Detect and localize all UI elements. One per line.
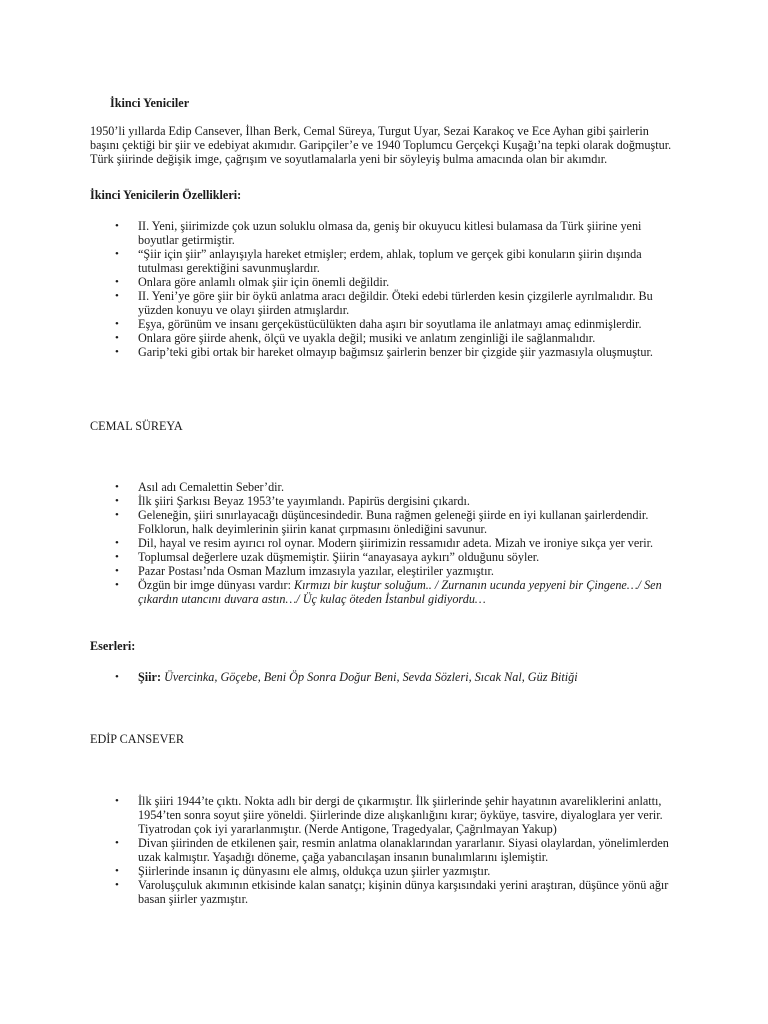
list-item: • Şiirlerinde insanın iç dünyasını ele almış, oldukça uzun şiirler yazmıştır. — [115, 864, 491, 878]
bullet-icon: • — [115, 332, 119, 344]
list-item: • Özgün bir imge dünyası vardır: Kırmızı bir kuştur soluğum.. / Zurnanın ucunda yepyeni bir Çingene…/ Sen çıkardın utancını duvara astın…/ Üç kulaç öteden İstanbul gidiyordu… — [115, 578, 662, 606]
bullet-icon: • — [115, 879, 119, 891]
bullet-icon: • — [115, 346, 119, 358]
list-item: • II. Yeni, şiirimizde çok uzun soluklu olmasa da, geniş bir okuyucu kitlesi bulamasa da Türk şiirine yeni boyutlar getirmiştir. — [115, 219, 642, 247]
list-item: • Garip’teki gibi ortak bir hareket olmayıp bağımsız şairlerin benzer bir çizgide şiir yazmasıyla oluşmuştur. — [115, 345, 653, 359]
edip-cansever-heading: EDİP CANSEVER — [90, 732, 185, 746]
list-item: • II. Yeni’ye göre şiir bir öykü anlatma aracı değildir. Öteki edebi türlerden kesin çizgilerle ayrılmalıdır. Bu yüzden konuyu ve olayı şiirden atmışlardır. — [115, 289, 653, 317]
bullet-icon: • — [115, 509, 119, 521]
bullet-icon: • — [115, 837, 119, 849]
bullet-icon: • — [115, 248, 119, 260]
works-heading: Eserleri: — [90, 639, 136, 653]
bullet-icon: • — [115, 795, 119, 807]
bullet-icon: • — [115, 671, 119, 683]
list-item: • Asıl adı Cemalettin Seber’dir. — [115, 480, 284, 494]
bullet-icon: • — [115, 481, 119, 493]
edip-cansever-list — [90, 794, 680, 906]
bullet-icon: • — [115, 495, 119, 507]
list-item: • Toplumsal değerlere uzak düşmemiştir. Şiirin “anayasaya aykırı” olduğunu söyler. — [115, 550, 540, 564]
page-title: İkinci Yeniciler — [110, 96, 190, 110]
cemal-sureya-list — [90, 480, 680, 606]
list-item: • Pazar Postası’nda Osman Mazlum imzasıyla yazılar, eleştiriler yazmıştır. — [115, 564, 494, 578]
list-item: • Dil, hayal ve resim ayırıcı rol oynar. Modern şiirimizin ressamıdır adeta. Mizah ve ironiye sıkça yer verir. — [115, 536, 654, 550]
list-item: • Onlara göre anlamlı olmak şiir için önemli değildir. — [115, 275, 390, 289]
bullet-icon: • — [115, 290, 119, 302]
list-item: • Geleneğin, şiiri sınırlayacağı düşüncesindedir. Buna rağmen geleneği şiirde en iyi kullanan şairlerdendir. Folklorun, halk deyimlerinin şiirin kanat çırpmasını önlediğini savunur. — [115, 508, 649, 536]
list-item: • Divan şiirinden de etkilenen şair, resmin anlatma olanaklarından yararlanır. Siyasi olaylardan, yönelimlerden uzak kalmıştır. Yaşadığı döneme, çağa yabancılaşan insanın bunalımlarını işlemiştir. — [115, 836, 669, 864]
features-heading: İkinci Yenicilerin Özellikleri: — [90, 188, 242, 202]
list-item — [90, 670, 680, 684]
bullet-icon: • — [115, 579, 119, 591]
list-item: • “Şiir için şiir” anlayışıyla hareket etmişler; erdem, ahlak, toplum ve gerçek gibi konuların şiirin dışında tutulması gerektiğini savunmuşlardır. — [115, 247, 642, 275]
bullet-icon: • — [115, 865, 119, 877]
cemal-sureya-heading: CEMAL SÜREYA — [90, 419, 183, 433]
works-value: Üvercinka, Göçebe, Beni Öp Sonra Doğur Beni, Sevda Sözleri, Sıcak Nal, Güz Bitiği — [161, 670, 578, 684]
bullet-icon: • — [115, 565, 119, 577]
intro-paragraph: 1950’li yıllarda Edip Cansever, İlhan Berk, Cemal Süreya, Turgut Uyar, Sezai Karakoç ve Ece Ayhan gibi şairlerin başını çektiği bir şiir ve edebiyat akımıdır. Garipçiler’e ve 1940 Toplumcu Gerçekçi Kuşağı’na tepki olarak doğmuştur. Türk şiirinde değişik imge, çağrışım ve soyutlamalarla yeni bir söyleyiş bulma amacında olan bir akımdır. — [90, 124, 672, 166]
works-label: Şiir: — [138, 670, 162, 684]
list-item: • İlk şiiri Şarkısı Beyaz 1953’te yayımlandı. Papirüs dergisini çıkardı. — [115, 494, 470, 508]
list-item: • Onlara göre şiirde ahenk, ölçü ve uyakla değil; musiki ve anlatım zenginliği ile sağlanmalıdır. — [115, 331, 596, 345]
bullet-icon: • — [115, 537, 119, 549]
bullet-icon: • — [115, 220, 119, 232]
features-list — [90, 219, 680, 359]
bullet-icon: • — [115, 551, 119, 563]
bullet-icon: • — [115, 276, 119, 288]
poem-quote: Kırmızı bir kuştur soluğum.. / Zurnanın ucunda yepyeni bir Çingene…/ Sen çıkardın utancını duvara astın…/ Üç kulaç öteden İstanbul gidiyordu… — [138, 578, 662, 606]
works-list — [90, 670, 680, 684]
bullet-icon: • — [115, 318, 119, 330]
list-item: • Eşya, görünüm ve insanı gerçeküstücülükten daha aşırı bir soyutlama ile anlatmayı amaç edinmişlerdir. — [115, 317, 642, 331]
list-item: • İlk şiiri 1944’te çıktı. Nokta adlı bir dergi de çıkarmıştır. İlk şiirlerinde şehir hayatının avareliklerini anlattı, 1954’ten sonra soyut şiire yöneldi. Şiirlerinde dize alışkanlığını kırar; öyküye, tasvire, diyaloglara yer verir. Tiyatrodan çok iyi yararlanmıştır. (Nerde Antigone, Tragedyalar, Çağrılmayan Yakup) — [115, 794, 663, 836]
list-item: • Varoluşçuluk akımının etkisinde kalan sanatçı; kişinin dünya karşısındaki yerini araştıran, düşünce yönü ağır basan şiirler yazmıştır. — [115, 878, 669, 906]
